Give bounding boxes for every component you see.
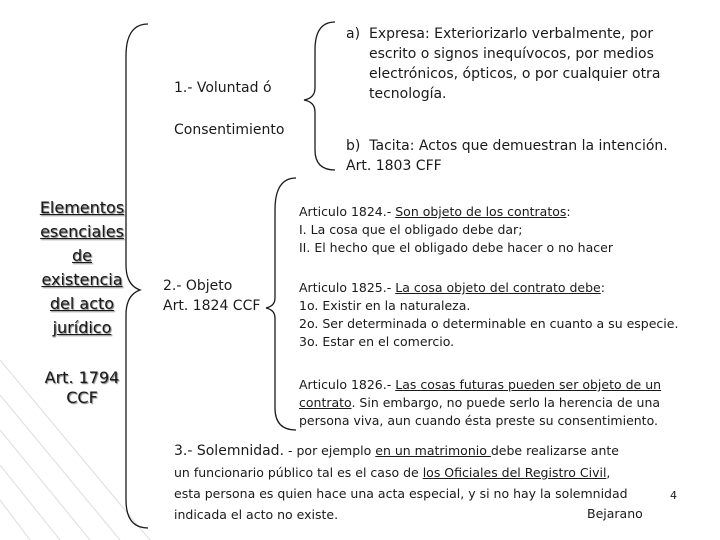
solemnidad-label: 3.- Solemnidad. (174, 443, 285, 459)
solemnidad-example: en un matrimonio (375, 443, 491, 458)
article-1826 (299, 376, 661, 430)
solemnidad-text: debe realizarse ante (490, 443, 619, 458)
article-1825 (299, 279, 678, 351)
title-line: esenciales (40, 222, 124, 241)
consentimiento-label: Consentimiento (174, 122, 285, 138)
tacita-ref: Art. 1803 CFF (346, 158, 442, 174)
title-line: jurídico (52, 318, 112, 337)
expresa-line: electrónicos, ópticos, o por cualquier otra (369, 66, 661, 82)
objeto-label: 2.- Objeto (163, 278, 233, 294)
article-1824-heading: Son objeto de los contratos (395, 204, 567, 219)
article-1826-line: persona viva, aun cuando ésta preste su consentimiento. (299, 413, 658, 428)
expresa-marker: a) (346, 26, 361, 42)
article-1824 (299, 203, 613, 257)
article-1825-colon: : (600, 280, 605, 295)
ref-line: CCF (66, 388, 98, 407)
article-1825-line: 3o. Estar en el comercio. (299, 334, 455, 349)
article-1824-line: II. El hecho que el obligado debe hacer o no hacer (299, 240, 613, 255)
article-1826-heading-cont: contrato (299, 395, 352, 410)
solemnidad-text: un funcionario público tal es el caso de (174, 465, 423, 480)
article-1825-line: 2o. Ser determinada o determinable en cuanto a su especie. (299, 316, 679, 331)
article-1824-colon: : (566, 204, 571, 219)
article-1826-prefix: Articulo 1826.- (299, 377, 396, 392)
solemnidad-officials: los Oficiales del Registro Civil (422, 465, 607, 480)
tacita-term: Tacita (369, 138, 410, 154)
author-name: Bejarano (587, 506, 643, 521)
expresa-line: tecnología. (369, 86, 447, 102)
ref-line: Art. 1794 (44, 368, 120, 387)
tacita-text: : Actos que demuestran la intención. (409, 138, 668, 154)
objeto-block (163, 276, 260, 316)
solemnidad-line: indicada el acto no existe. (174, 507, 339, 522)
article-1825-prefix: Articulo 1825.- (299, 280, 396, 295)
expresa-line: Exteriorizarlo verbalmente, por (434, 26, 654, 42)
tacita-block (346, 136, 668, 176)
title-line: del acto (49, 294, 115, 313)
objeto-ref: Art. 1824 CCF (163, 298, 261, 314)
solemnidad-text: , (606, 465, 611, 480)
solemnidad-block (174, 440, 654, 525)
article-1826-text: . Sin embargo, no puede serlo la herencia de una (351, 395, 661, 410)
article-1826-heading: Las cosas futuras pueden ser objeto de un (395, 377, 662, 392)
article-1824-prefix: Articulo 1824.- (299, 204, 396, 219)
article-1825-line: 1o. Existir en la naturaleza. (299, 298, 471, 313)
elements-title (22, 196, 142, 340)
article-1824-line: I. La cosa que el obligado debe dar; (299, 222, 523, 237)
page-number: 4 (670, 489, 677, 502)
title-line: de (72, 246, 92, 265)
objeto-brace (266, 178, 296, 430)
voluntad-label: 1.- Voluntad ó (174, 80, 272, 96)
tacita-marker: b) (346, 138, 361, 154)
title-line: Elementos (39, 198, 125, 217)
expresa-line: escrito o signos inequívocos, por medios (369, 46, 654, 62)
elements-article-ref (22, 368, 142, 408)
voluntad-brace (304, 22, 335, 170)
title-line: existencia (41, 270, 123, 289)
solemnidad-text: - por ejemplo (284, 443, 376, 458)
expresa-term: Expresa: (369, 26, 430, 42)
solemnidad-line: esta persona es quien hace una acta especial, y si no hay la solemnidad (174, 486, 628, 501)
article-1825-heading: La cosa objeto del contrato debe (395, 280, 601, 295)
expresa-block (369, 24, 714, 104)
